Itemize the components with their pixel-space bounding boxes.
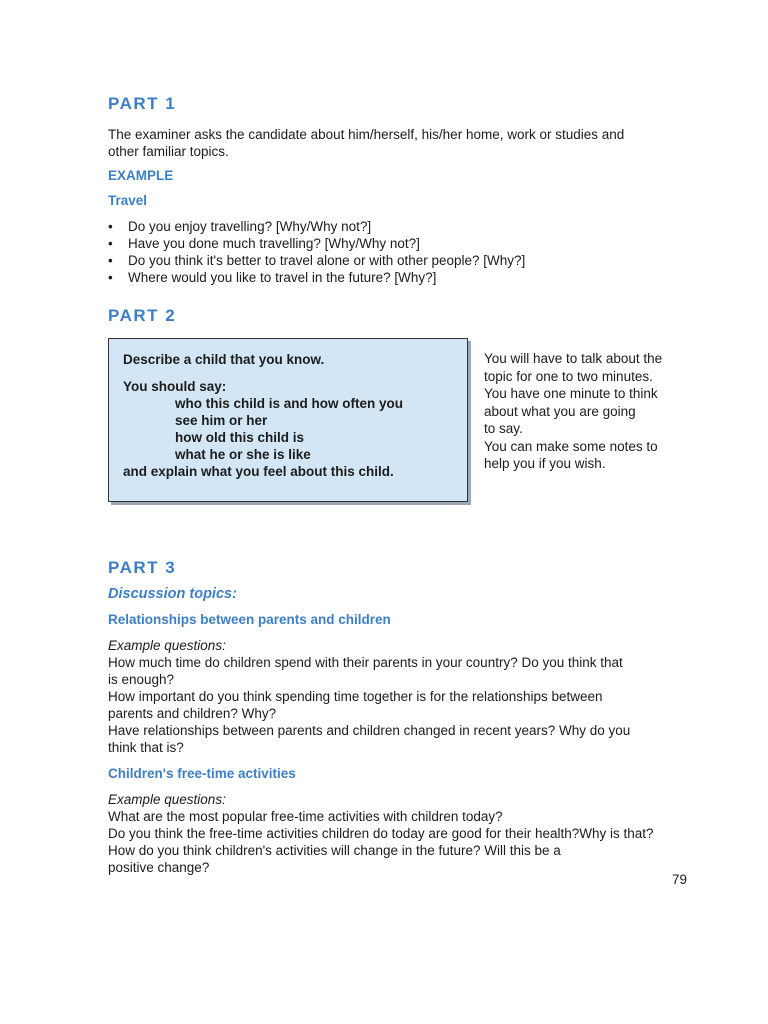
text-line: What are the most popular free-time activities with children today? [108,809,503,824]
text-line: is enough? [108,672,175,687]
part2-row [108,338,718,502]
cue-card-line: and explain what you feel about this child. [123,464,394,479]
part1-example-label: EXAMPLE [108,168,174,183]
list-item: • Do you enjoy travelling? [Why/Why not?] [108,219,372,234]
part3-discussion-label: Discussion topics: [108,586,237,602]
list-item: • Do you think it's better to travel alone or with other people? [Why?] [108,253,526,268]
bullet-icon: • [108,270,113,285]
cue-card [108,338,468,502]
part3-topic2-example-label: Example questions: [108,792,226,807]
part3-topic1-example-label: Example questions: [108,638,226,653]
side-note-line: help you if you wish. [484,456,606,471]
text-line: think that is? [108,740,184,755]
list-item: • Where would you like to travel in the future? [Why?] [108,270,437,285]
text-line: Do you think the free-time activities children do today are good for their health?Why is that? [108,826,654,841]
text-line: How important do you think spending time together is for the relationships between [108,689,603,704]
side-note-line: You can make some notes to [484,438,658,454]
page-number: 79 [672,872,688,887]
bullet-icon: • [108,236,113,251]
cue-card-line: what he or she is like [175,447,311,462]
text-line: parents and children? Why? [108,706,277,721]
part1-question-list [108,218,718,286]
part3-heading: PART 3 [108,558,177,577]
part3-topic2-title: Children's free-time activities [108,766,296,781]
part2-side-note [484,350,704,473]
cue-card-title: Describe a child that you know. [123,352,325,367]
cue-card-line: who this child is and how often you [175,396,403,411]
bullet-icon: • [108,253,113,268]
side-note-line: topic for one to two minutes. [484,368,653,384]
cue-card-line: how old this child is [175,430,305,445]
part1-intro-line2: other familiar topics. [108,144,229,159]
side-note-line: You will have to talk about the [484,351,663,366]
text-line: positive change? [108,860,210,875]
part1-intro-line1: The examiner asks the candidate about him/herself, his/her home, work or studies and [108,127,625,142]
part1-topic: Travel [108,193,148,208]
text-line: How much time do children spend with their parents in your country? Do you think that [108,655,623,670]
side-note-line: You have one minute to think [484,386,658,401]
side-note-line: to say. [484,421,523,436]
cue-card-line: You should say: [123,379,227,394]
document-page [108,94,718,876]
list-item: • Have you done much travelling? [Why/Why not?] [108,236,420,251]
text-line: How do you think children's activities will change in the future? Will this be a [108,843,561,858]
bullet-icon: • [108,219,113,234]
text-line: Have relationships between parents and children changed in recent years? Why do you [108,723,631,738]
part3-topic1-title: Relationships between parents and children [108,612,391,627]
part2-heading: PART 2 [108,306,177,325]
side-note-line: about what you are going [484,403,636,419]
cue-card-line: see him or her [175,413,268,428]
part1-heading: PART 1 [108,94,177,113]
